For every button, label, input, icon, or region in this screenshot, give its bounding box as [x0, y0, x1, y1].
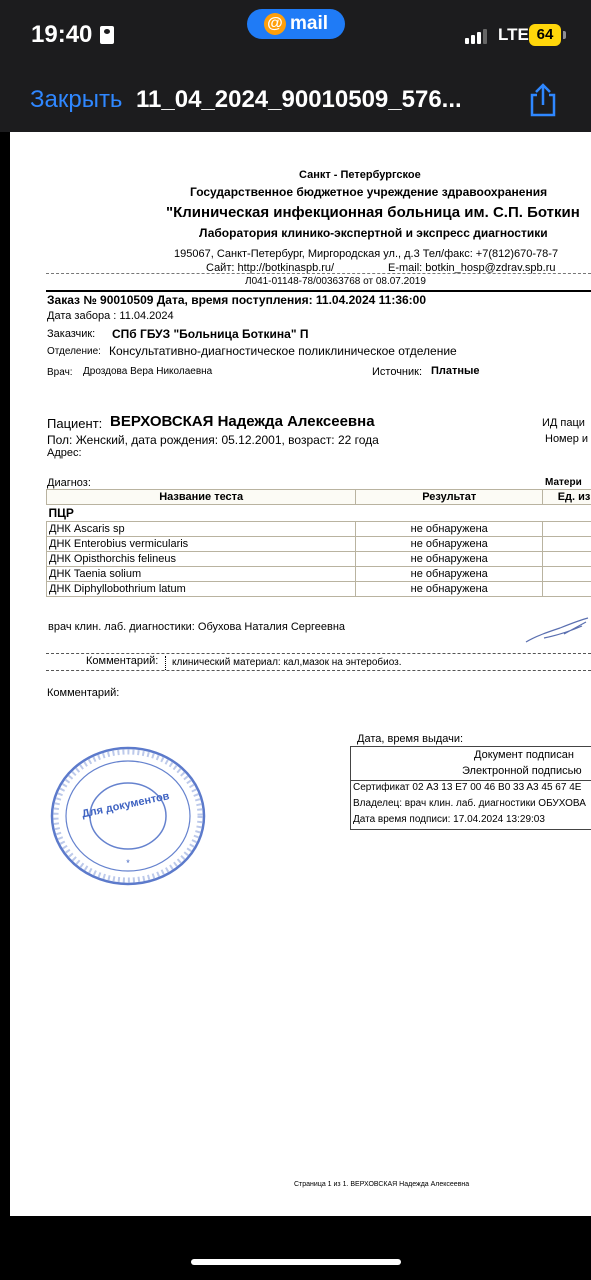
status-time: 19:40: [31, 21, 114, 49]
order-line: Заказ № 90010509 Дата, время поступления: 11.04.2024 11:36:00: [47, 293, 427, 307]
test-unit: [543, 567, 591, 582]
test-unit: [543, 552, 591, 567]
test-result: не обнаружена: [356, 522, 543, 537]
collect-date: Дата забора : 11.04.2024: [47, 310, 174, 322]
table-row: [47, 567, 591, 582]
patient-id-label: ИД паци: [542, 417, 585, 429]
close-button[interactable]: Закрыть: [30, 86, 123, 113]
divider: [46, 653, 591, 654]
header-site: Сайт: http://botkinaspb.ru/: [206, 262, 335, 274]
source-value: Платные: [431, 365, 480, 377]
comment-text: клинический материал: кал,мазок на энтеробиоз.: [172, 657, 402, 668]
header-license: Л041-01148-78/00363768 от 08.07.2019: [245, 276, 426, 287]
battery-tip: [563, 31, 566, 39]
divider: [351, 780, 591, 781]
header-city: Санкт - Петербургское: [299, 169, 421, 181]
page-footer: Страница 1 из 1. ВЕРХОВСКАЯ Надежда Алексеевна: [294, 1181, 470, 1188]
signature-icon: [524, 614, 591, 646]
test-name: ДНК Enterobius vermicularis: [47, 537, 356, 552]
test-unit: [543, 522, 591, 537]
column-header: Ед. из: [543, 490, 591, 505]
divider: [165, 656, 166, 670]
dept-label: Отделение:: [47, 346, 101, 357]
column-header: Название теста: [47, 490, 356, 505]
stamp-icon: [50, 746, 206, 886]
lab-doctor: врач клин. лаб. диагностики: Обухова Наталия Сергеевна: [48, 621, 346, 633]
patient-label: Пациент:: [47, 416, 103, 431]
customer-value: СПб ГБУЗ "Больница Боткина" П: [112, 327, 309, 341]
e-signature-box: [350, 746, 591, 830]
doctor-value: Дроздова Вера Николаевна: [83, 366, 213, 377]
divider: [46, 670, 591, 671]
document-page: [10, 132, 591, 1216]
cert-line: Сертификат 02 A3 13 E7 00 46 B0 33 A3 45 67 4E: [353, 782, 582, 793]
address-label: Адрес:: [47, 447, 82, 459]
results-table: [46, 489, 591, 597]
comment-label-2: Комментарий:: [47, 687, 120, 699]
signal-icon: [465, 28, 491, 44]
at-sign-icon: @: [264, 13, 286, 35]
customer-label: Заказчик:: [47, 328, 96, 340]
test-unit: [543, 582, 591, 597]
diagnosis-label: Диагноз:: [47, 477, 91, 489]
share-icon[interactable]: [527, 83, 559, 117]
table-group-row: [47, 505, 591, 522]
test-result: не обнаружена: [356, 537, 543, 552]
home-indicator[interactable]: [191, 1259, 401, 1265]
test-result: не обнаружена: [356, 567, 543, 582]
svg-text:*: *: [126, 858, 130, 868]
divider: [46, 273, 591, 274]
table-row: [47, 522, 591, 537]
id-card-icon: [100, 26, 114, 44]
table-row: [47, 537, 591, 552]
header-lab: Лаборатория клинико-экспертной и экспресс диагностики: [199, 226, 548, 240]
header-hospital: "Клиническая инфекционная больница им. С.П. Боткин: [166, 204, 580, 221]
owner-line: Владелец: врач клин. лаб. диагностики ОБУХОВА: [353, 798, 586, 809]
mail-app-pill[interactable]: @ mail: [247, 9, 345, 39]
table-header-row: [47, 490, 591, 505]
sign-date-line: Дата время подписи: 17.04.2024 13:29:03: [353, 814, 545, 825]
status-bar: [0, 0, 591, 70]
comment-label: Комментарий:: [86, 655, 159, 667]
table-row: [47, 582, 591, 597]
signed-line-1: Документ подписан: [474, 749, 574, 761]
doctor-label: Врач:: [47, 367, 73, 378]
document-title: 11_04_2024_90010509_576...: [136, 86, 462, 113]
test-result: не обнаружена: [356, 582, 543, 597]
battery-icon: 64: [529, 24, 561, 46]
dept-value: Консультативно-диагностическое поликлиническое отделение: [109, 344, 457, 358]
patient-info: Пол: Женский, дата рождения: 05.12.2001, возраст: 22 года: [47, 433, 379, 447]
network-type: LTE: [498, 25, 529, 44]
group-label: ПЦР: [48, 506, 74, 520]
stamp-text: Для документов: [80, 790, 171, 821]
column-header: Результат: [356, 490, 543, 505]
source-label: Источник:: [372, 366, 423, 378]
signed-line-2: Электронной подписью: [462, 765, 582, 777]
material-label: Матери: [545, 477, 582, 488]
patient-name: ВЕРХОВСКАЯ Надежда Алексеевна: [110, 413, 375, 430]
test-unit: [543, 537, 591, 552]
patient-number-label: Номер и: [545, 433, 589, 445]
divider: [46, 290, 591, 292]
header-address: 195067, Санкт-Петербург, Миргородская ул., д.3 Тел/факс: +7(812)670-78-7: [174, 248, 559, 260]
test-name: ДНК Taenia solium: [47, 567, 356, 582]
test-result: не обнаружена: [356, 552, 543, 567]
header-org: Государственное бюджетное учреждение здравоохранения: [190, 185, 548, 199]
test-name: ДНК Ascaris sp: [47, 522, 356, 537]
header-email: E-mail: botkin_hosp@zdrav.spb.ru: [388, 262, 556, 274]
issue-label: Дата, время выдачи:: [357, 733, 464, 745]
table-row: [47, 552, 591, 567]
nav-bar: [0, 70, 591, 132]
test-name: ДНК Opisthorchis felineus: [47, 552, 356, 567]
test-name: ДНК Diphyllobothrium latum: [47, 582, 356, 597]
